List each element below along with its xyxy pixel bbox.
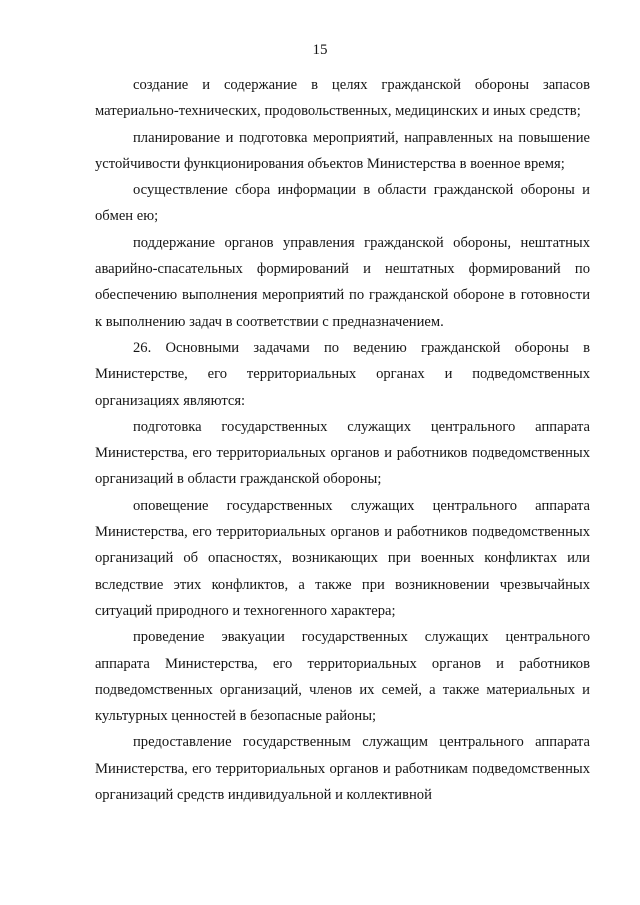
paragraph: оповещение государственных служащих центрального аппарата Министерства, его территориальных органов и работников подведомственных организаций об опасностях, возникающих при военных конфликтах или вследствие этих конфликтов, а также при возникновении чрезвычайных ситуаций природного и техногенного характера;	[95, 497, 590, 619]
paragraph: поддержание органов управления гражданской обороны, нештатных аварийно-спасательных формирований и нештатных формирований по обеспечению выполнения мероприятий по гражданской обороне в готовности к выполнению задач в соответствии с предназначением.	[95, 234, 590, 330]
document-body	[95, 72, 590, 808]
paragraph: проведение эвакуации государственных служащих центрального аппарата Министерства, его территориальных органов и работников подведомственных организаций, членов их семей, а также материальных и культурных ценностей в безопасные районы;	[95, 629, 590, 725]
page-number: 15	[312, 42, 328, 58]
paragraph: осуществление сбора информации в области гражданской обороны и обмен ею;	[95, 182, 590, 225]
paragraph: предоставление государственным служащим центрального аппарата Министерства, его территориальных органов и работникам подведомственных организаций средств индивидуальной и коллективной	[95, 734, 590, 804]
paragraph: планирование и подготовка мероприятий, направленных на повышение устойчивости функционирования объектов Министерства в военное время;	[95, 129, 590, 172]
paragraph: создание и содержание в целях гражданской обороны запасов материально-технических, продовольственных, медицинских и иных средств;	[95, 77, 590, 120]
paragraph: 26. Основными задачами по ведению гражданской обороны в Министерстве, его территориальных органах и подведомственных организациях являются:	[95, 339, 590, 409]
paragraph: подготовка государственных служащих центрального аппарата Министерства, его территориальных органов и работников подведомственных организаций в области гражданской обороны;	[95, 418, 590, 488]
